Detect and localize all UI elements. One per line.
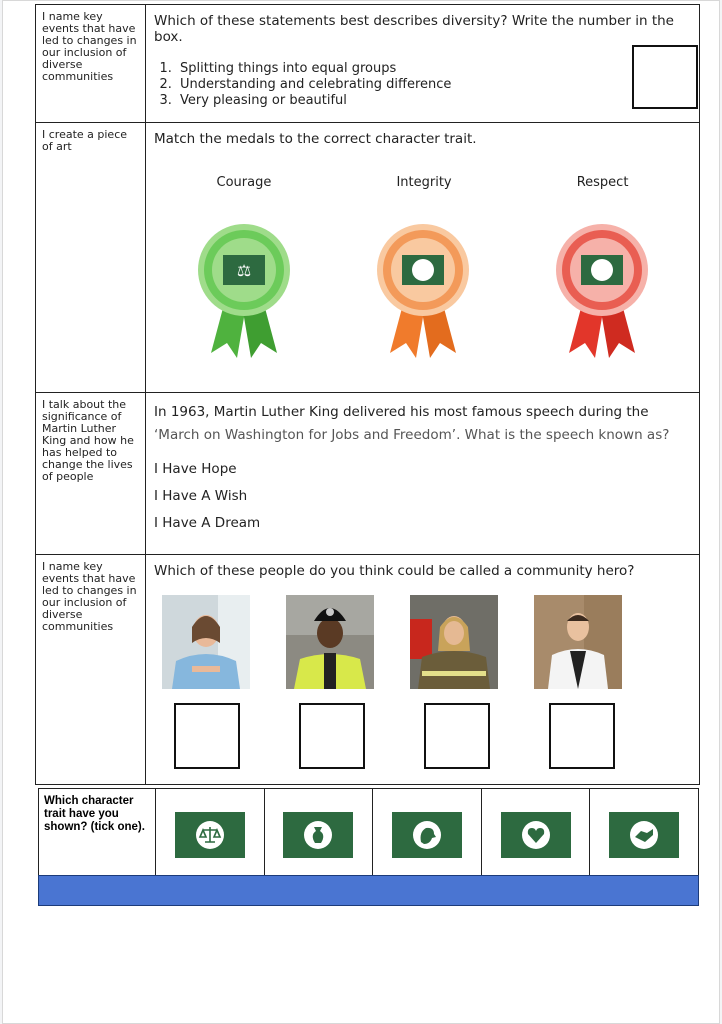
- learning-objective: I talk about the significance of Martin Luther King and how he has helped to change the lives of people: [36, 393, 146, 555]
- trait-label-respect[interactable]: Respect: [576, 175, 629, 190]
- scales-icon: [175, 812, 245, 858]
- option-hope[interactable]: I Have Hope: [154, 461, 237, 477]
- footer-bar: [38, 875, 699, 906]
- question-text: Which of these people do you think could be called a community hero?: [154, 563, 635, 579]
- question-cell: [146, 123, 700, 393]
- trait-labels: [154, 175, 691, 190]
- question-text: Match the medals to the correct character trait.: [154, 131, 477, 147]
- question-cell: [146, 555, 700, 785]
- trait-question-label: Which character trait have you shown? (tick one).: [39, 789, 156, 882]
- answer-box[interactable]: [632, 45, 698, 109]
- medals: [154, 218, 691, 363]
- question-row-mlk: [36, 393, 700, 555]
- option-item: 1. Splitting things into equal groups: [176, 61, 691, 77]
- trait-option-heart[interactable]: [481, 789, 590, 882]
- trait-option-handshake[interactable]: [590, 789, 699, 882]
- answer-box-police[interactable]: [299, 703, 365, 769]
- vicar-photo: [534, 595, 622, 689]
- police-officer-photo: [286, 595, 374, 689]
- learning-objective: I name key events that have led to changes in our inclusion of diverse communities: [36, 5, 146, 123]
- lion-icon: [392, 812, 462, 858]
- option-item: 2. Understanding and celebrating difference: [176, 77, 691, 93]
- question-row-heroes: [36, 555, 700, 785]
- trait-label-integrity[interactable]: Integrity: [396, 175, 452, 190]
- vase-icon: [283, 812, 353, 858]
- character-trait-table: [38, 788, 699, 882]
- trait-option-lion[interactable]: [373, 789, 482, 882]
- worksheet-table: [35, 4, 700, 785]
- answer-boxes: [154, 703, 691, 769]
- handshake-icon: [609, 812, 679, 858]
- answer-box-firefighter[interactable]: [424, 703, 490, 769]
- medal-red[interactable]: [547, 218, 657, 363]
- learning-objective: I create a piece of art: [36, 123, 146, 393]
- people-pictures: [154, 595, 691, 689]
- trait-label-courage[interactable]: Courage: [216, 175, 272, 190]
- question-row-medals: [36, 123, 700, 393]
- lion-icon: [591, 259, 613, 281]
- medal-orange[interactable]: [368, 218, 478, 363]
- trait-option-scales[interactable]: [156, 789, 265, 882]
- scales-icon: ⚖: [236, 261, 251, 280]
- firefighter-photo: [410, 595, 498, 689]
- handshake-icon: [412, 259, 434, 281]
- nurse-photo: [162, 595, 250, 689]
- learning-objective: I name key events that have led to changes in our inclusion of diverse communities: [36, 555, 146, 785]
- option-dream[interactable]: I Have A Dream: [154, 515, 261, 531]
- question-cell: [146, 393, 700, 555]
- answer-box-nurse[interactable]: [174, 703, 240, 769]
- option-wish[interactable]: I Have A Wish: [154, 488, 248, 504]
- question-cell: [146, 5, 700, 123]
- medal-green[interactable]: [189, 218, 299, 363]
- heart-icon: [501, 812, 571, 858]
- question-text: Which of these statements best describes diversity? Write the number in the box.: [154, 13, 674, 45]
- answer-box-vicar[interactable]: [549, 703, 615, 769]
- trait-option-vase[interactable]: [264, 789, 373, 882]
- question-row-diversity: [36, 5, 700, 123]
- question-text: In 1963, Martin Luther King delivered his most famous speech during the ‘March on Washington for Jobs and Freedom’. What is the speech known as?: [154, 404, 670, 443]
- options-list: [176, 61, 691, 109]
- option-item: 3. Very pleasing or beautiful: [176, 93, 691, 109]
